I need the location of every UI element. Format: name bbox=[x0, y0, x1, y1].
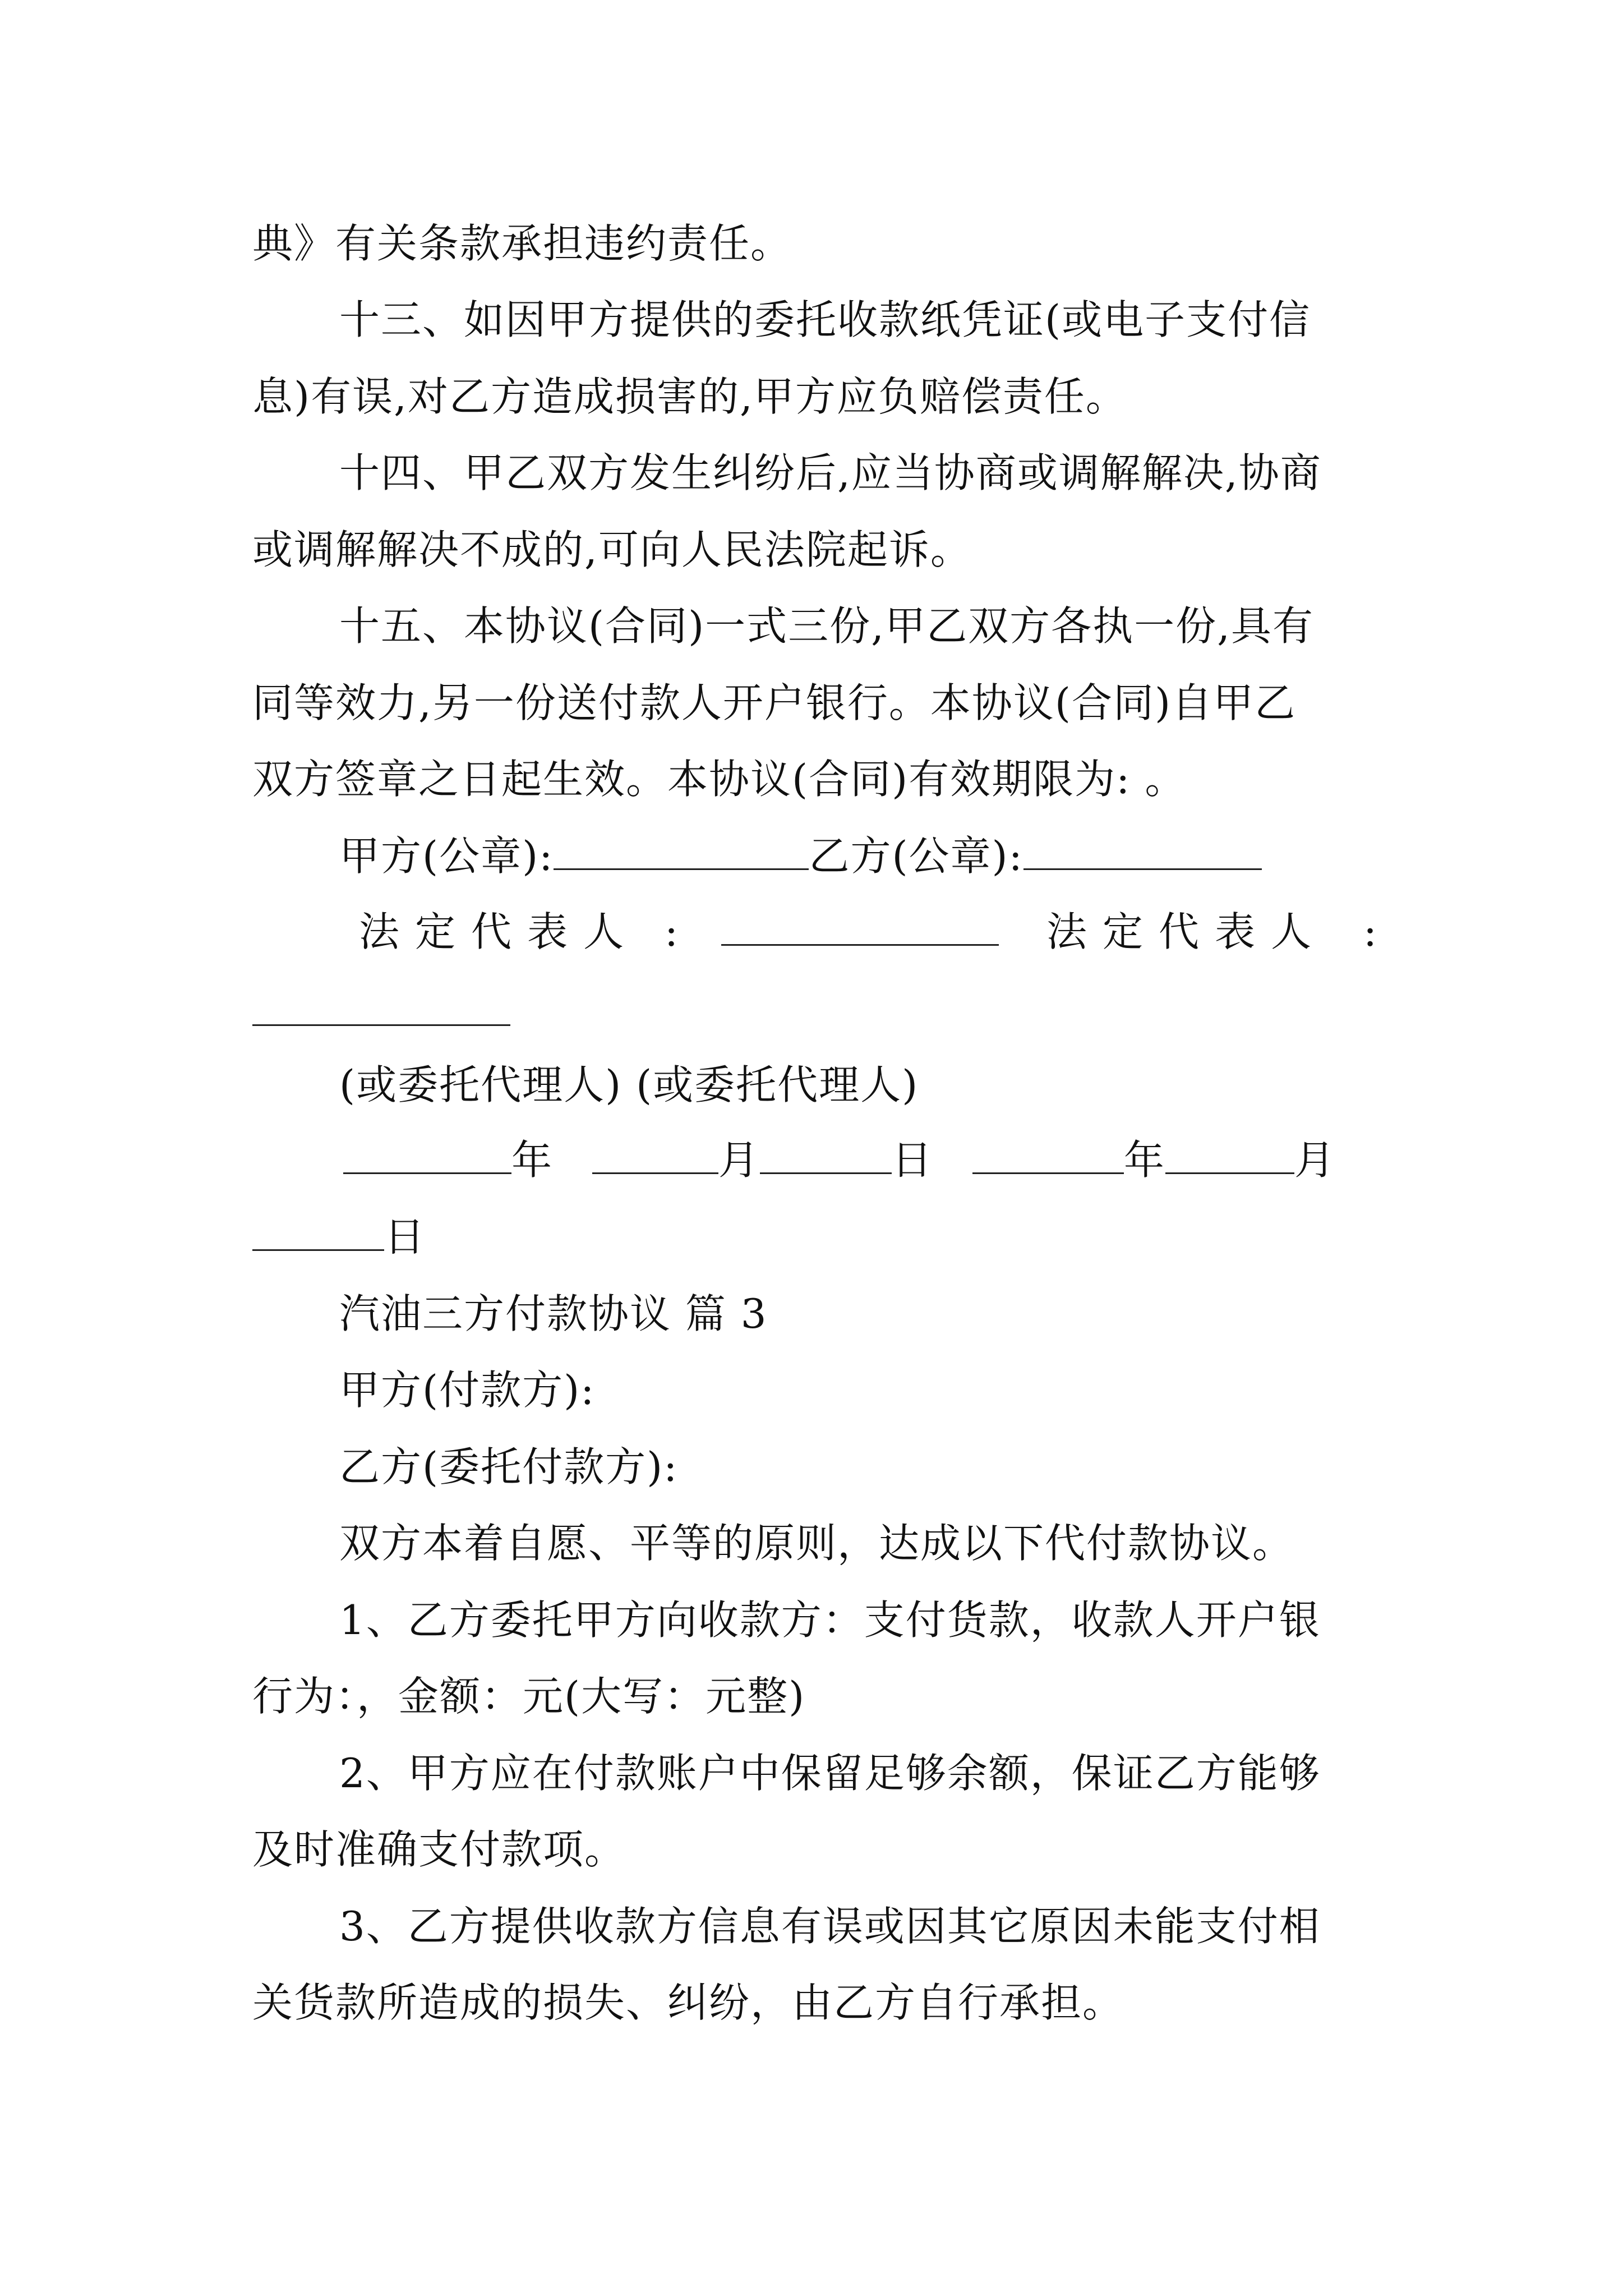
year-a-label: 年 bbox=[511, 1137, 554, 1184]
paragraph-13-line-1: 十三、如因甲方提供的委托收款纸凭证(或电子支付信 bbox=[339, 296, 1311, 343]
year-b-label: 年 bbox=[1123, 1137, 1165, 1184]
month-a-label: 月 bbox=[718, 1137, 760, 1184]
paragraph-14-line-2: 或调解解决不成的,可向人民法院起诉。 bbox=[252, 526, 972, 573]
paragraph-14-line-1: 十四、甲乙双方发生纠纷后,应当协商或调解解决,协商 bbox=[339, 449, 1322, 496]
legal-rep-b-blank bbox=[252, 1024, 510, 1026]
legal-rep-a-label: 法定代表人 bbox=[359, 908, 640, 955]
paragraph-15-line-2: 同等效力,另一份送付款人开户银行。本协议(合同)自甲乙 bbox=[252, 679, 1297, 726]
section-3-party-a: 甲方(付款方): bbox=[339, 1366, 596, 1414]
section-3-party-b: 乙方(委托付款方): bbox=[339, 1443, 679, 1490]
year-b-blank bbox=[972, 1141, 1124, 1174]
legal-rep-row bbox=[359, 905, 1486, 959]
date-row bbox=[343, 1133, 1470, 1187]
section-3-item-1-line-2: 行为：，金额：元(大写：元整) bbox=[252, 1673, 806, 1720]
section-3-item-3-line-1: 3、乙方提供收款方信息有误或因其它原因未能支付相 bbox=[339, 1903, 1321, 1950]
paragraph-12-tail: 典》有关条款承担违约责任。 bbox=[252, 220, 792, 267]
section-3-title: 汽油三方付款协议 篇 3 bbox=[339, 1290, 768, 1337]
year-a-blank bbox=[343, 1141, 511, 1174]
month-b-label: 月 bbox=[1294, 1137, 1336, 1184]
section-3-item-3-line-2: 关货款所造成的损失、纠纷，由乙方自行承担。 bbox=[252, 1979, 1124, 2026]
paragraph-13-line-2: 息)有误,对乙方造成损害的,甲方应负赔偿责任。 bbox=[252, 373, 1127, 420]
legal-rep-b-colon: : bbox=[1363, 908, 1378, 955]
month-a-blank bbox=[592, 1141, 718, 1174]
seal-row bbox=[339, 829, 1467, 883]
section-3-item-1-line-1: 1、乙方委托甲方向收款方：支付货款，收款人开户银 bbox=[339, 1596, 1321, 1644]
party-a-seal-blank bbox=[554, 837, 809, 870]
legal-rep-a-colon: : bbox=[664, 908, 680, 955]
section-3-item-2-line-1: 2、甲方应在付款账户中保留足够余额，保证乙方能够 bbox=[339, 1750, 1321, 1797]
day-b-blank bbox=[252, 1218, 384, 1251]
legal-rep-b-label: 法定代表人 bbox=[1046, 908, 1327, 955]
month-b-blank bbox=[1165, 1141, 1294, 1174]
party-b-seal-blank bbox=[1023, 837, 1262, 870]
section-3-intro: 双方本着自愿、平等的原则，达成以下代付款协议。 bbox=[339, 1520, 1294, 1567]
party-b-seal-label: 乙方(公章): bbox=[809, 832, 1023, 880]
paragraph-15-line-3: 双方签章之日起生效。本协议(合同)有效期限为: 。 bbox=[252, 756, 1187, 803]
date-row-continued bbox=[252, 1210, 1380, 1264]
agent-row: (或委托代理人) (或委托代理人) bbox=[339, 1061, 919, 1108]
day-b-label: 日 bbox=[384, 1213, 426, 1260]
section-3-item-2-line-2: 及时准确支付款项。 bbox=[252, 1826, 626, 1873]
party-a-seal-label: 甲方(公章): bbox=[339, 832, 554, 880]
legal-rep-a-blank bbox=[721, 913, 999, 946]
paragraph-15-line-1: 十五、本协议(合同)一式三份,甲乙双方各执一份,具有 bbox=[339, 602, 1314, 650]
day-a-label: 日 bbox=[891, 1137, 933, 1184]
day-a-blank bbox=[760, 1141, 892, 1174]
